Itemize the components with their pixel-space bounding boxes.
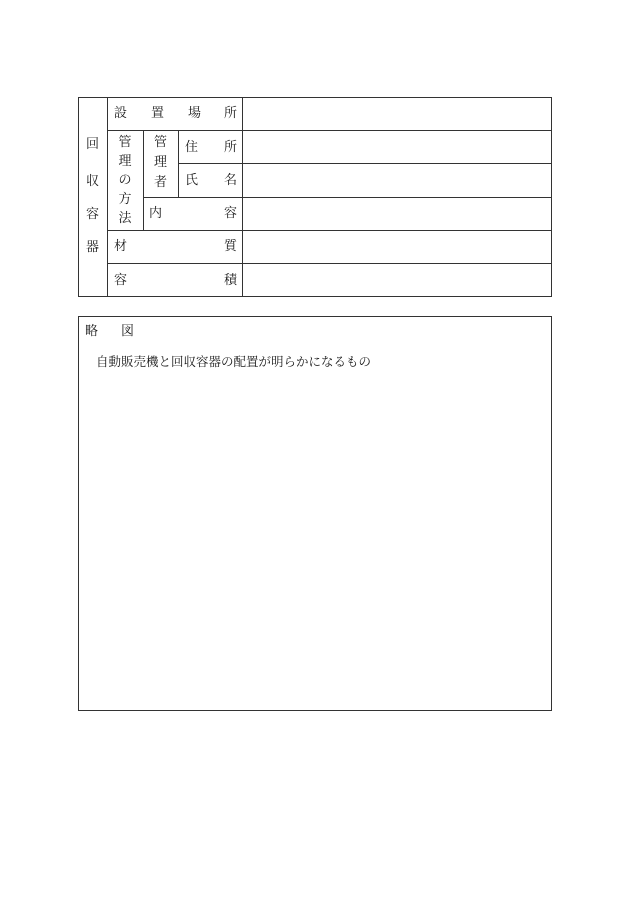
management-method-label xyxy=(107,136,143,226)
manager-label xyxy=(143,136,178,190)
method-label-char: の xyxy=(118,173,132,188)
outer-label-char: 回 xyxy=(86,137,100,152)
manager-label-char: 管 xyxy=(153,135,167,150)
volume-label-char: 容 xyxy=(114,273,128,288)
material-label-char: 材 xyxy=(114,239,128,254)
installation-label-char: 場 xyxy=(188,106,202,121)
outer-label-char: 収 xyxy=(86,174,100,189)
sketch-title-char: 図 xyxy=(121,324,135,339)
method-label-char: 方 xyxy=(118,192,132,207)
sketch-title-char: 略 xyxy=(85,324,99,339)
name-label-char: 氏 xyxy=(185,173,199,188)
manager-name-field[interactable] xyxy=(243,164,551,197)
sketch-drawing-area[interactable] xyxy=(79,375,551,710)
material-label-char: 質 xyxy=(224,239,238,254)
sketch-instruction: 自動販売機と回収容器の配置が明らかになるもの xyxy=(96,354,372,369)
manager-address-field[interactable] xyxy=(243,131,551,163)
volume-field[interactable] xyxy=(243,264,551,296)
outer-label-char: 容 xyxy=(86,207,100,222)
material-field[interactable] xyxy=(243,231,551,263)
installation-label-char: 設 xyxy=(114,106,128,121)
installation-label-char: 所 xyxy=(224,106,238,121)
manager-label-char: 理 xyxy=(153,155,167,170)
manager-label-char: 者 xyxy=(153,175,167,190)
installation-label-char: 置 xyxy=(151,106,165,121)
name-label-char: 名 xyxy=(224,173,238,188)
contents-label-char: 内 xyxy=(149,206,163,221)
contents-label-char: 容 xyxy=(224,206,238,221)
management-contents-field[interactable] xyxy=(243,198,551,230)
method-label-char: 理 xyxy=(118,154,132,169)
method-label-char: 法 xyxy=(118,211,132,226)
outer-label-char: 器 xyxy=(86,240,100,255)
address-label-char: 所 xyxy=(224,140,238,155)
method-label-char: 管 xyxy=(118,135,132,150)
address-label-char: 住 xyxy=(185,140,199,155)
installation-location-field[interactable] xyxy=(243,98,551,130)
volume-label-char: 積 xyxy=(224,273,238,288)
